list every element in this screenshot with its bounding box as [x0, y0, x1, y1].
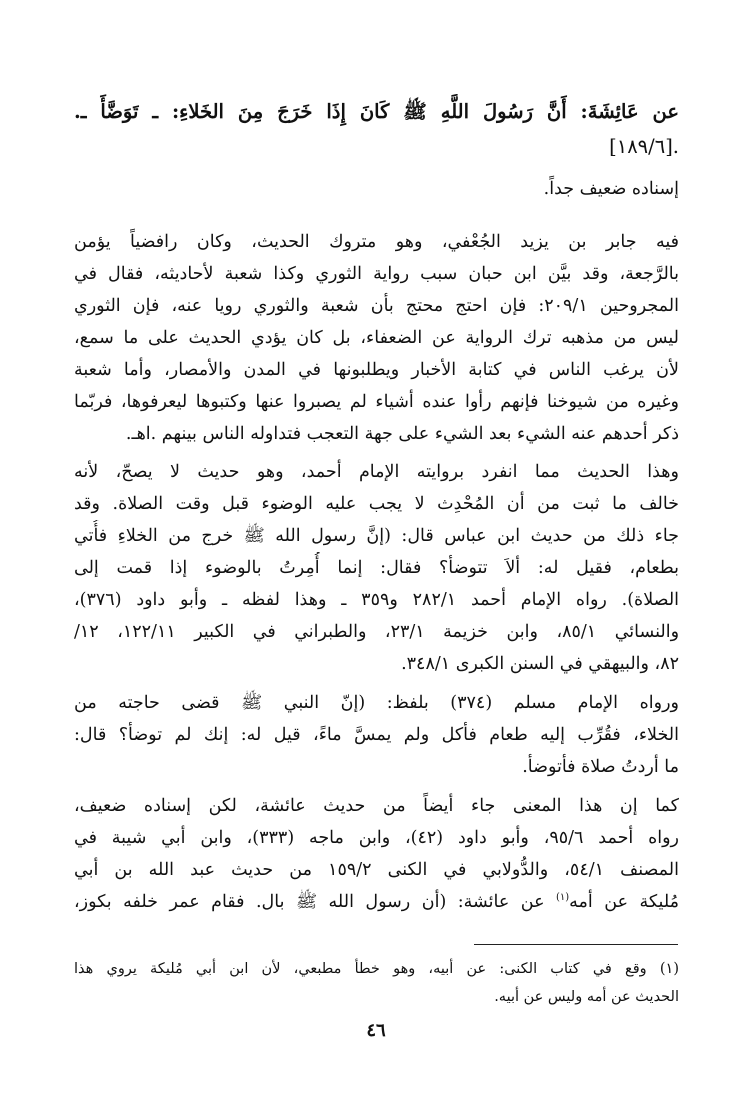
text-line: فيه جابر بن يزيد الجُعْفي، وهو متروك الحديث، وكان رافضياً يؤمن [74, 232, 679, 252]
text-line: المجروحين ٢٠٩/١: فإن احتج محتج بأن شعبة والثوري رويا عنه، فإن الثوري [74, 296, 679, 316]
text-line [74, 886, 679, 918]
grade-text: إسناده ضعيف جداً. [543, 179, 679, 199]
page-number: ٤٦ [366, 1020, 386, 1041]
isnad-grade [74, 173, 679, 205]
text-line: ما أردتُ صلاة فأتوضأ. [522, 757, 679, 777]
text-line: الخلاء، فقُرِّب إليه طعام فأكل ولم يمسَّ ماءً، قيل له: إنك لم توضأ؟ قال: [74, 725, 679, 745]
footnote-line: الحديث عن أمه وليس عن أبيه. [494, 989, 679, 1005]
paragraph-narrator-criticism [74, 226, 679, 450]
text-line: خالف ما ثبت من أن المُحْدِث لا يجب عليه الوضوء قبل وقت الصلاة. وقد [74, 494, 679, 514]
footnote [74, 955, 679, 1011]
hadith-line: عن عَائِشَةَ: أَنَّ رَسُولَ اللَّهِ ﷺ كَانَ إِذَا خَرَجَ مِنَ الخَلاءِ: ـ تَوَضَّأَ ـ. [74, 100, 679, 123]
text-line: وهذا الحديث مما انفرد بروايته الإمام أحمد، وهو حديث لا يصحّ، لأنه [74, 462, 679, 482]
text-line: الصلاة). رواه الإمام أحمد ٢٨٢/١ و٣٥٩ ـ وهذا لفظه ـ وأبو داود (٣٧٦)، [74, 590, 679, 610]
text-line: ٨٢، والبيهقي في السنن الكبرى ٣٤٨/١. [401, 654, 679, 674]
paragraph-hadith-analysis [74, 456, 679, 680]
text-line: والنسائي ٨٥/١، وابن خزيمة ٢٣/١، والطبراني في الكبير ١٢٢/١١، ١٢/ [74, 622, 679, 642]
text-line: بطعام، فقيل له: ألاَ تتوضأ؟ فقال: إنما أُمِرتُ بالوضوء إذا قمت إلى [74, 558, 679, 578]
text-line: وغيره من شيوخنا فإنهم رأوا عنده أشياء لم يصبروا عنها وكتبوها ليعرفوها، فربّما [74, 392, 679, 412]
text-line: كما إن هذا المعنى جاء أيضاً من حديث عائشة، لكن إسناده ضعيف، [74, 796, 679, 816]
footnote-line: (١) وقع في كتاب الكنى: عن أبيه، وهو خطأ مطبعي، لأن ابن أبي مُليكة يروي هذا [74, 961, 679, 977]
text-line: رواه أحمد ٩٥/٦، وأبو داود (٤٢)، وابن ماجه (٣٣٣)، وابن أبي شيبة في [74, 828, 679, 848]
footnote-divider [474, 944, 678, 945]
paragraph-muslim-narration [74, 687, 679, 783]
text-line: لأن يرغب الناس في كتابة الأخبار ويطلبونها في المدن والأمصار، وأما شعبة [74, 360, 679, 380]
text-line: ورواه الإمام مسلم (٣٧٤) بلفظ: (إنّ النبي ﷺ قضى حاجته من [74, 693, 679, 713]
hadith-reference: .[١٨٩/٦] [609, 135, 679, 158]
text-line: ذكر أحدهم عنه الشيء بعد الشيء على جهة التعجب فتداوله الناس بينهم .اهـ. [125, 424, 679, 444]
footnote-marker[interactable]: (١) [555, 892, 570, 904]
text-segment: عن عائشة: (أن رسول الله ﷺ بال. فقام عمر خلفه بكوز، [74, 892, 556, 912]
text-line: ليس من مذهبه ترك الرواية عن الضعفاء، بل كان يؤدي الحديث على ما سمع، [74, 328, 679, 348]
text-line: المصنف ٥٤/١، والدُّولابي في الكنى ١٥٩/٢ من حديث عبد الله بن أبي [74, 860, 679, 880]
text-line: جاء ذلك من حديث ابن عباس قال: (إنَّ رسول الله ﷺ خرج من الخلاءِ فأُتي [74, 526, 679, 546]
text-segment: مُليكة عن أمه [569, 892, 679, 912]
paragraph-aisha-narration [74, 790, 679, 918]
text-line: بالرَّجعة، وقد بيَّن ابن حبان سبب رواية الثوري وكذا شعبة لأحاديثه، فقال في [74, 264, 679, 284]
hadith-text [74, 94, 679, 164]
